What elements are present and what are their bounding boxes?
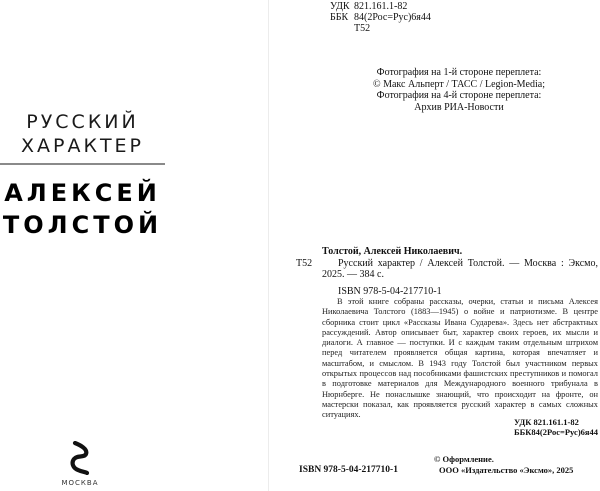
left-page [0,0,268,491]
udk-value: 821.161.1-82 [354,1,408,12]
biblio-title: Русский характер / Алексей Толстой. — Москва : Эксмо, 2025. — 384 с. [322,257,598,280]
classification-codes [330,1,431,34]
bibliographic-record [296,246,598,297]
author-sign: Т52 [354,23,371,34]
udk-label: УДК [330,1,350,12]
right-page [269,0,600,491]
credit-line: Фотография на 4-й стороне переплета: [376,90,542,101]
credit-line: Фотография на 1-й стороне переплета: [376,67,542,78]
author-name [0,177,165,241]
credit-line: © Макс Альперт / ТАСС / Legion-Media; [373,78,545,90]
series-title-line-2: ХАРАКТЕР [20,135,145,157]
bottom-codes [514,417,598,437]
bottom-isbn: ISBN 978-5-04-217710-1 [299,465,398,475]
annotation: В этой книге собраны рассказы, очерки, статьи и письма Алексея Николаевича Толстого (1883—1945) о войне и патриотизме. В центре сборника стоит цикл «Рассказы Ивана Сударева». Здесь нет абстрактных рассуждений. Автор описывает быт, характер своих героев, их мысли и диалоги. А главное — поступки. И с каждым таким отдельным штрихом перед читателем проявляется общая картина, которая впечатляет и масштабом, и смыслом. В 1943 году Толстой был участником первых открытых процессов над пособниками фашистских преступников и помогал в подготовке материалов для Международного военного трибунала в Нюрнберге. Не понаслышке знающий, что происходит на фронте, он мастерски показал, как проявляется русский характер в самых сложных ситуациях. [322,297,598,420]
copyright-publisher: ООО «Издательство «Эксмо», 2025 [439,465,574,475]
author-sign-row [330,23,431,34]
copyright [434,454,573,476]
bottom-udk: УДК 821.161.1-82 [514,417,579,427]
credit-line: Архив РИА-Новости [414,101,504,113]
title-divider [0,163,165,165]
series-title [0,110,165,158]
bbk-label: ББК [330,12,349,23]
biblio-author: Толстой, Алексей Николаевич. [322,246,463,257]
biblio-isbn: ISBN 978-5-04-217710-1 [338,285,442,297]
series-title-line-1: РУССКИЙ [26,111,139,133]
publisher-city: МОСКВА [61,479,99,487]
photo-credits [349,67,569,113]
eksmo-swirl-icon [68,441,92,475]
bbk-value: 84(2Рос=Рус)6я44 [354,12,431,23]
author-last-name: ТОЛСТОЙ [2,211,163,239]
bottom-bbk: ББК84(2Рос=Рус)6я44 [514,427,598,437]
bbk-row [330,12,431,23]
biblio-author-sign: Т52 [296,257,313,269]
copyright-design: © Оформление. [434,454,494,464]
udk-row [330,1,431,12]
author-first-name: АЛЕКСЕЙ [4,179,161,207]
